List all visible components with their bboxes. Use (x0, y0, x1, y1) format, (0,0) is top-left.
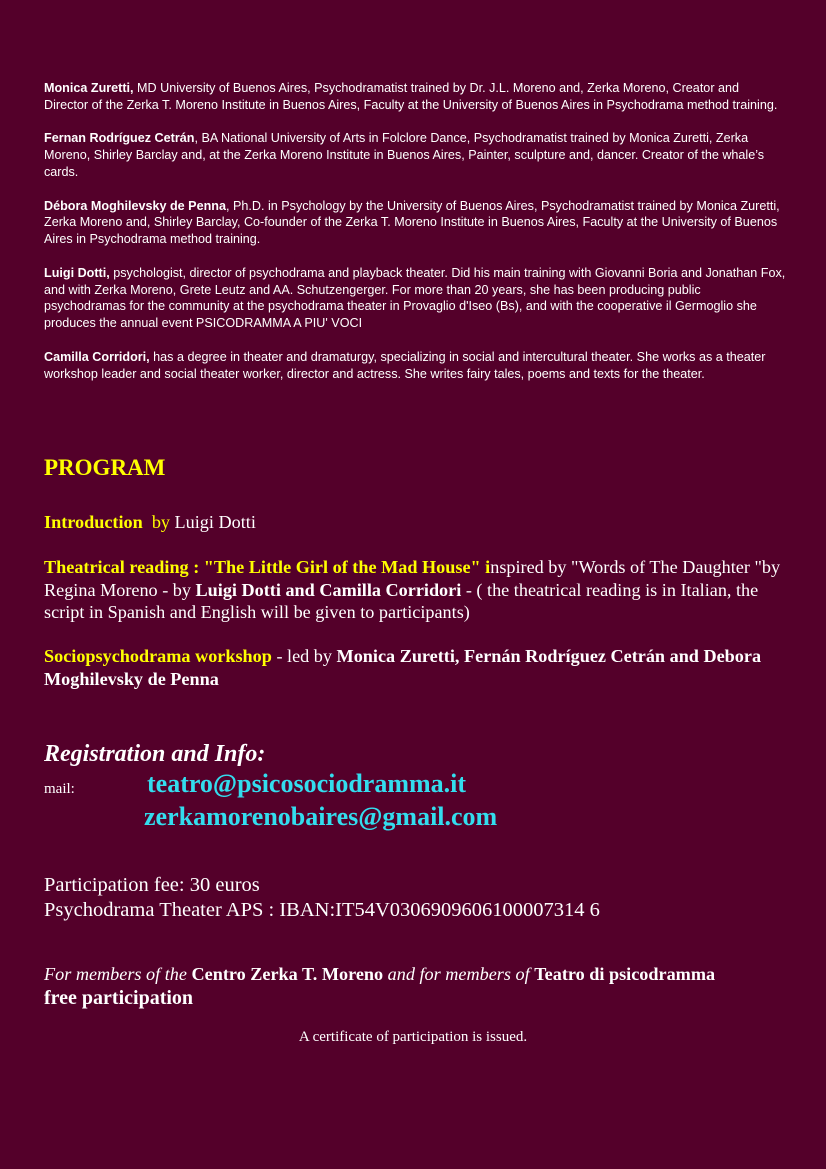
bio-camilla-corridori (44, 349, 786, 383)
email-link-teatro[interactable]: teatro@psicosociodramma.it (147, 769, 467, 798)
bio-name: Monica Zuretti, (44, 81, 134, 95)
program-heading: PROGRAM (44, 455, 166, 480)
iban: Psychodrama Theater APS : IBAN:IT54V0306909606100007314 6 (44, 899, 600, 921)
bio-name: Débora Moghilevsky de Penna (44, 198, 226, 213)
registration-title: Registration and Info: (44, 741, 266, 767)
workshop-text: - led by (271, 646, 337, 666)
program-introduction (44, 511, 786, 534)
members-teatro: Teatro di psicodramma (534, 964, 716, 984)
email-link-zerkamoreno[interactable]: zerkamorenobaires@gmail.com (144, 802, 498, 831)
reading-names: Luigi Dotti and Camilla Corridori (195, 579, 462, 600)
members-text-2: and for members of (383, 964, 535, 984)
introduction-title: Introduction (44, 512, 143, 532)
members-text-1: For members of the (44, 964, 192, 984)
bio-name: Fernan Rodríguez Cetrán (44, 131, 195, 146)
program-theatrical-reading (44, 556, 786, 624)
members-note (44, 962, 786, 1010)
bio-monica-zuretti (44, 80, 786, 114)
bio-text: psychologist, director of psychodrama and playback theater. Did his main training with Giovanni Boria and Jonathan Fox, and with Zerka Moreno, Grete Leutz and AA. Schutzengerger. For more than 20 years, she has been producing public psychodramas for the community at the psychodrama theater in Provaglio d'Iseo (Bs), and with the cooperative il Germoglio she produces the annual event PSICODRAMMA A PIU' VOCI (44, 265, 786, 331)
workshop-names: Monica Zuretti, Fernán Rodríguez Cetrán and Debora Moghilevsky de Penna (44, 646, 762, 689)
bio-name: Luigi Dotti, (44, 265, 110, 280)
bio-name: Camilla Corridori, (44, 349, 150, 364)
introduction-by: by (142, 512, 175, 532)
bio-fernan-rodriguez-cetran (44, 130, 786, 180)
bio-text: , BA National University of Arts in Folclore Dance, Psychodramatist trained by Monica Zuretti, Zerka Moreno, Shirley Barclay and, at the Zerka Moreno Institute in Buenos Aires, Painter, sculpture and, dancer. Creator of the whale’s cards. (44, 131, 765, 179)
bio-debora-moghilevsky (44, 198, 786, 248)
reading-title: Theatrical reading : "The Little Girl of the Mad House" i (44, 557, 491, 577)
free-participation: free participation (44, 987, 194, 1009)
reading-text: nspired by "Words of The Daughter "by Regina Moreno - by (44, 557, 781, 600)
bio-text: MD University of Buenos Aires, Psychodramatist trained by Dr. J.L. Moreno and, Zerka Moreno, Creator and Director of the Zerka T. Moreno Institute in Buenos Aires, Faculty at the University of Buenos Aires in Psychodrama method training. (44, 81, 778, 112)
introduction-name: Luigi Dotti (174, 512, 256, 532)
reading-note: - ( the theatrical reading is in Italian, the script in Spanish and English will be given to participants) (44, 579, 759, 622)
certificate-note: A certificate of participation is issued. (298, 1029, 528, 1045)
participation-fee: Participation fee: 30 euros (44, 874, 260, 896)
bio-luigi-dotti (44, 265, 786, 332)
bio-text: has a degree in theater and dramaturgy, specializing in social and intercultural theater. She works as a theater workshop leader and social theater worker, director and actress. She writes fairy tales, poems and texts for the theater. (44, 349, 766, 381)
mail-label: mail: (44, 781, 75, 797)
program-workshop (44, 645, 786, 690)
members-centro: Centro Zerka T. Moreno (191, 964, 384, 984)
bio-text: , Ph.D. in Psychology by the University of Buenos Aires, Psychodramatist trained by Monica Zuretti, Zerka Moreno and, Shirley Barclay, Co-founder of the Zerka T. Moreno Institute in Buenos Aires, Faculty at the University of Buenos Aires in Psychodrama method training. (44, 198, 780, 247)
biographies (44, 80, 786, 399)
workshop-title: Sociopsychodrama workshop (44, 646, 272, 666)
